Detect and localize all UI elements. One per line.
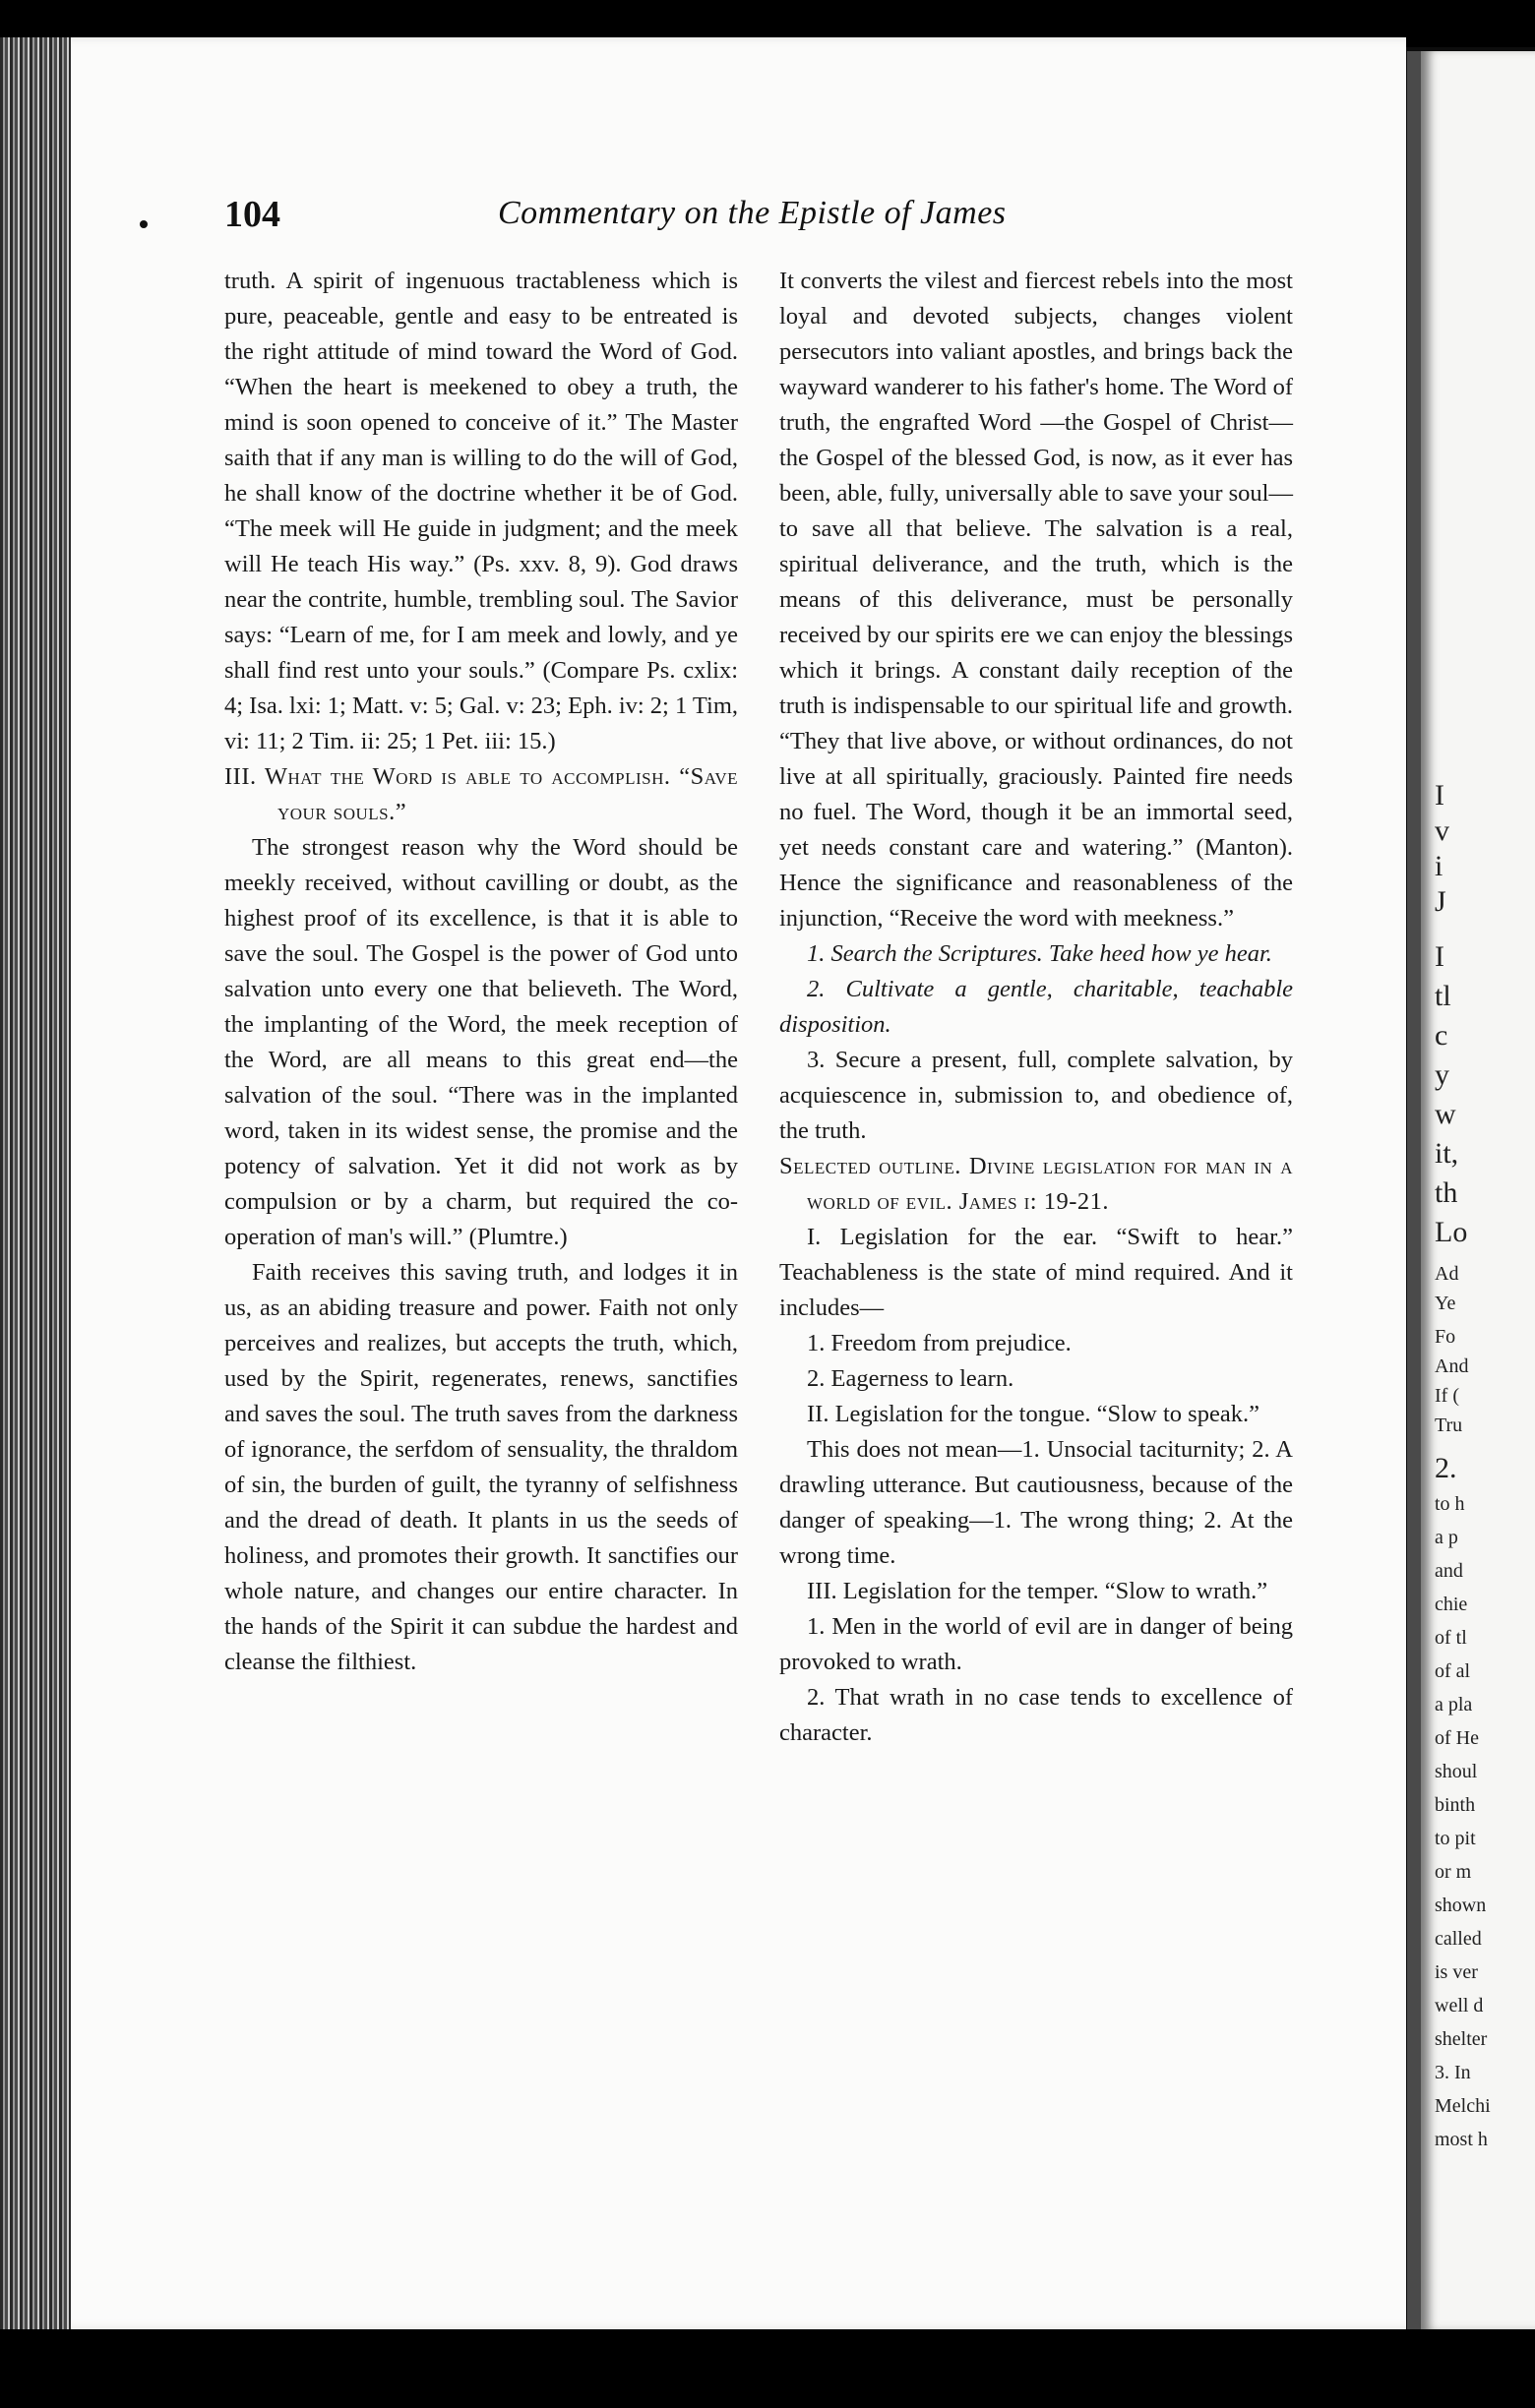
fragment: of tl (1435, 1627, 1467, 1649)
fragment: of He (1435, 1727, 1479, 1749)
fragment: v (1435, 814, 1449, 847)
page-number: 104 (224, 194, 280, 235)
paragraph: This does not mean—1. Unsocial taciturnity; 2. A drawling utterance. But cautiousness, because of the danger of speaking—1. The wrong thing; 2. At the wrong time. (779, 1436, 1293, 1569)
fragment: most h (1435, 2129, 1488, 2150)
fragment: 2. (1435, 1452, 1457, 1484)
fragment: is ver (1435, 1961, 1478, 1983)
fragment: w (1435, 1098, 1456, 1130)
fragment: tl (1435, 980, 1451, 1012)
margin-dot (140, 220, 148, 228)
fragment: Melchi (1435, 2095, 1491, 2117)
fragment: binth (1435, 1794, 1476, 1816)
fragment: If ( (1435, 1385, 1459, 1407)
fragment: Ye (1435, 1293, 1456, 1314)
outline-point: II. Legislation for the tongue. “Slow to speak.” (807, 1401, 1259, 1427)
fragment: a p (1435, 1527, 1458, 1548)
left-column (224, 264, 738, 1680)
paragraph: Faith receives this saving truth, and lodges it in us, as an abiding treasure and power. Faith not only perceives and realizes, but accepts the truth, which, used by the Spirit, regenerates, renews, sanctifies and saves the soul. The truth saves from the darkness of ignorance, the serfdom of sensuality, the thraldom of sin, the burden of guilt, the tyranny of selfishness and the dread of death. It plants in us the seeds of holiness, and promotes their growth. It sanctifies our whole nature, and changes our entire character. In the hands of the Spirit it can subdue the hardest and cleanse the filthiest. (224, 1259, 738, 1675)
fragment: shown (1435, 1895, 1487, 1916)
page-header (224, 193, 1110, 242)
running-title: Commentary on the Epistle of James (498, 195, 1007, 231)
fragment: of al (1435, 1660, 1471, 1682)
fragment: i (1435, 850, 1443, 882)
list-item: 1. Search the Scriptures. Take heed how ye hear. (807, 940, 1272, 967)
fragment: Ad (1435, 1263, 1459, 1285)
fragment: and (1435, 1560, 1463, 1582)
fragment: it, (1435, 1137, 1459, 1170)
fragment: shelter (1435, 2028, 1488, 2050)
book-spine-edge (0, 37, 71, 2329)
list-item: 2. Cultivate a gentle, charitable, teachable disposition. (779, 976, 1293, 1038)
fragment: to h (1435, 1493, 1465, 1515)
fragment: well d (1435, 1995, 1484, 2017)
outline-heading: Selected outline. Divine legislation for man in a world of evil. James i: 19-21. (779, 1153, 1293, 1215)
fragment: 3. In (1435, 2062, 1471, 2083)
fragment: shoul (1435, 1761, 1478, 1782)
fragment: I (1435, 940, 1444, 973)
paragraph: The strongest reason why the Word should be meekly received, without cavilling or doubt, as the highest proof of its excellence, is that it is able to save the soul. The Gospel is the power of God unto salvation unto every one that believeth. The Word, the implanting of the Word, the meek reception of the Word, are all means to this great end—the salvation of the soul. “There was in the implanted word, taken in its widest sense, the promise and the potency of salvation. Yet it did not work as by compulsion or by a charm, but required the co-operation of man's will.” (Plumtre.) (224, 834, 738, 1250)
list-item: 1. Freedom from prejudice. (807, 1330, 1072, 1356)
adjacent-page-edge (1407, 51, 1535, 2329)
fragment: y (1435, 1058, 1449, 1091)
right-column (779, 264, 1293, 1751)
fragment: Lo (1435, 1216, 1468, 1248)
fragment: to pit (1435, 1828, 1476, 1849)
fragment: called (1435, 1928, 1482, 1950)
list-item: 2. Eagerness to learn. (807, 1365, 1014, 1392)
section-heading: III. What the Word is able to accomplish. “Save your souls.” (224, 763, 738, 825)
fragment: J (1435, 885, 1446, 918)
fragment: Fo (1435, 1326, 1456, 1348)
list-item: 2. That wrath in no case tends to excellence of character. (779, 1684, 1293, 1746)
fragment: chie (1435, 1594, 1468, 1615)
paragraph: truth. A spirit of ingenuous tractableness which is pure, peaceable, gentle and easy to be entreated is the right attitude of mind toward the Word of God. “When the heart is meekened to obey a truth, the mind is soon opened to conceive of it.” The Master saith that if any man is willing to do the will of God, he shall know of the doctrine whether it be of God. “The meek will He guide in judgment; and the meek will He teach His way.” (Ps. xxv. 8, 9). God draws near the contrite, humble, trembling soul. The Savior says: “Learn of me, for I am meek and lowly, and ye shall find rest unto your souls.” (Compare Ps. cxlix: 4; Isa. lxi: 1; Matt. v: 5; Gal. v: 23; Eph. iv: 2; 1 Tim, vi: 11; 2 Tim. ii: 25; 1 Pet. iii: 15.) (224, 268, 739, 754)
list-item: 3. Secure a present, full, complete salvation, by acquiescence in, submission to, and obedience of, the truth. (779, 1047, 1293, 1144)
outline-point: III. Legislation for the temper. “Slow to wrath.” (807, 1578, 1268, 1604)
fragment: Tru (1435, 1415, 1463, 1436)
fragment: th (1435, 1176, 1458, 1209)
scan-bottom-border (0, 2329, 1535, 2408)
fragment: a pla (1435, 1694, 1473, 1716)
fragment: And (1435, 1355, 1469, 1377)
fragment: or m (1435, 1861, 1472, 1883)
list-item: 1. Men in the world of evil are in danger of being provoked to wrath. (779, 1613, 1293, 1675)
outline-point: I. Legislation for the ear. “Swift to hear.” Teachableness is the state of mind required. And it includes— (779, 1224, 1293, 1321)
paragraph: It converts the vilest and fiercest rebels into the most loyal and devoted subjects, changes violent persecutors into valiant apostles, and brings back the wayward wanderer to his father's home. The Word of truth, the engrafted Word —the Gospel of Christ—the Gospel of the blessed God, is now, as it ever has been, able, fully, universally able to save your soul—to save all that believe. The salvation is a real, spiritual deliverance, and the truth, which is the means of this deliverance, must be personally received by our spirits ere we can enjoy the blessings which it brings. A constant daily reception of the truth is indispensable to our spiritual life and growth. “They that live above, or without ordinances, do not live at all spiritually, graciously. Painted fire needs no fuel. The Word, though it be an immortal seed, yet needs constant care and watering.” (Manton). Hence the significance and reasonableness of the injunction, “Receive the word with meekness.” (779, 268, 1293, 932)
fragment: I (1435, 779, 1444, 812)
fragment: c (1435, 1019, 1448, 1052)
